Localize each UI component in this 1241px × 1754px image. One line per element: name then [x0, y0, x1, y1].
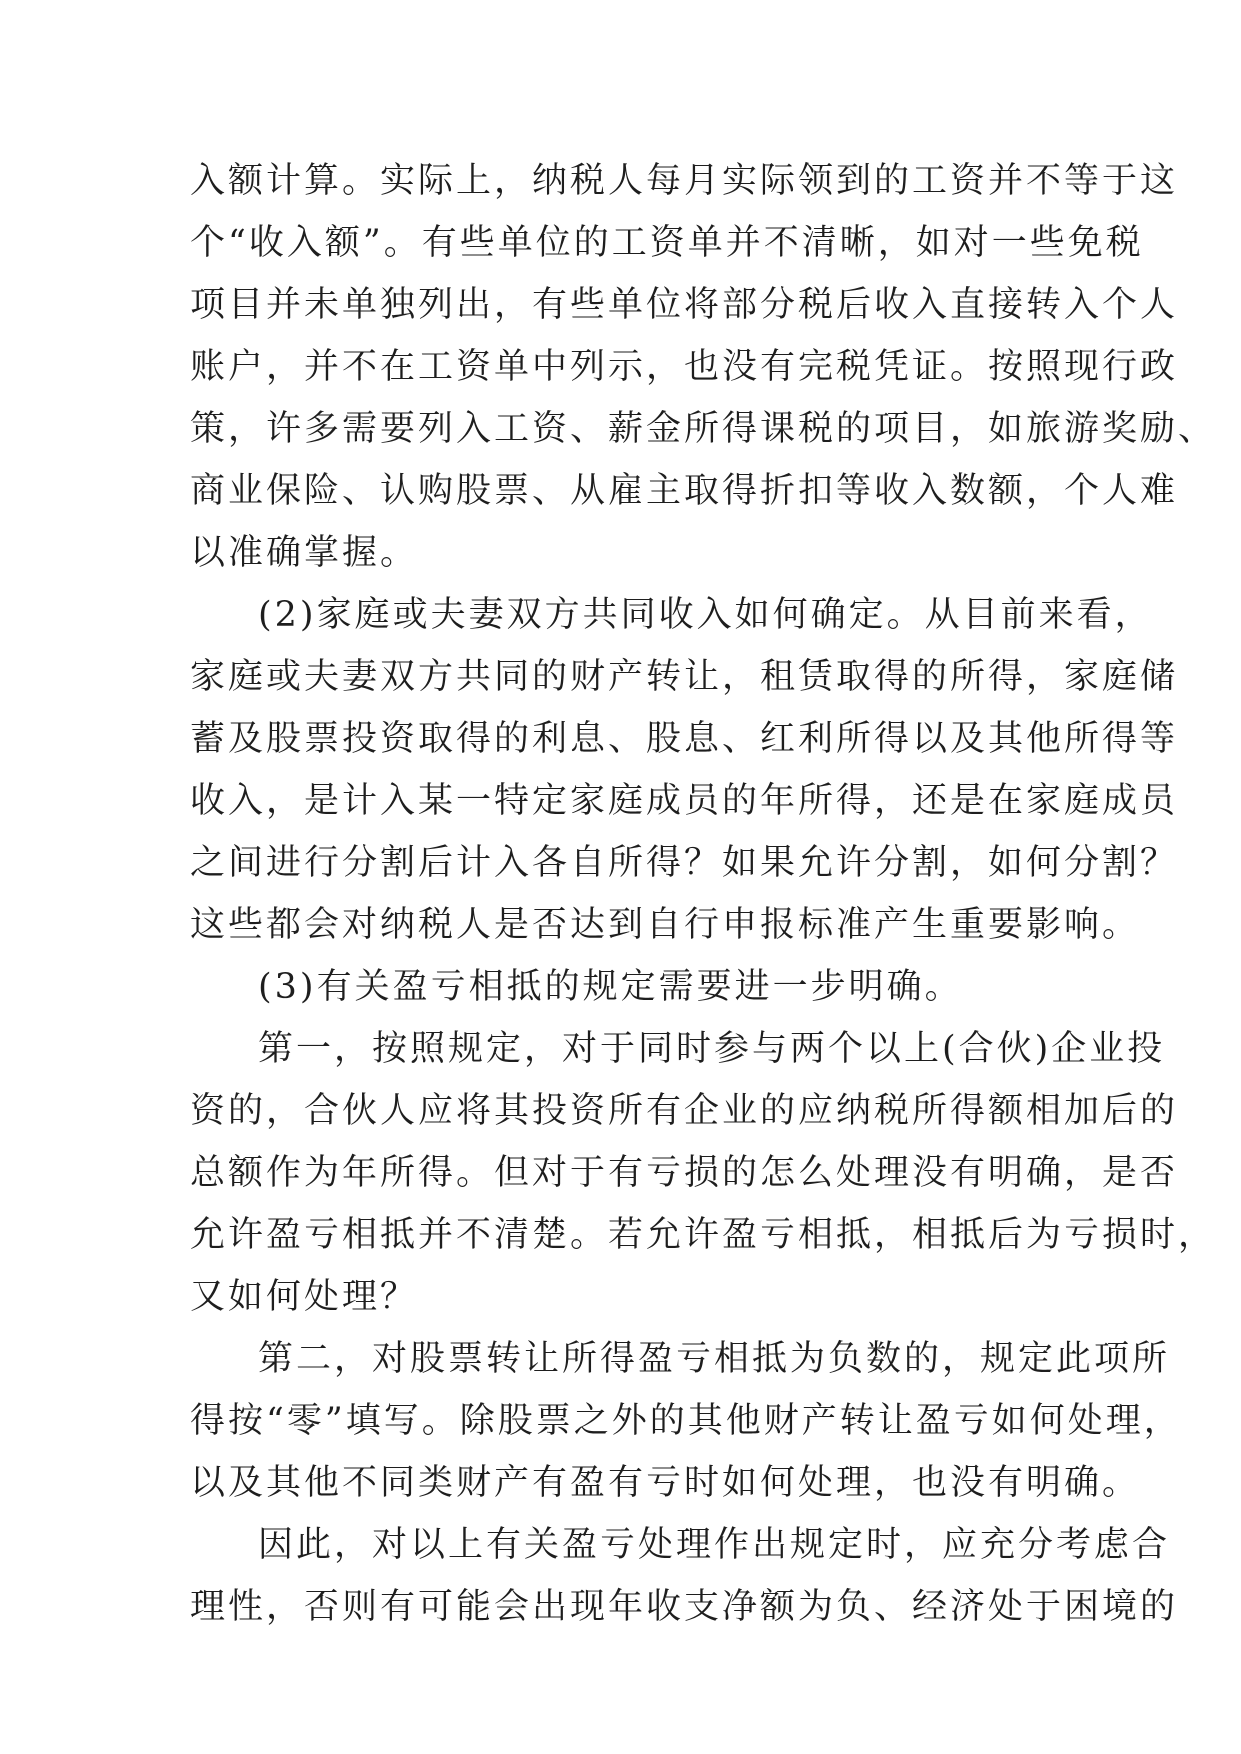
text-line-19: 又如何处理？	[190, 1277, 419, 1317]
text-line-22: 以及其他不同类财产有盈有亏时如何处理，也没有明确。	[190, 1463, 1141, 1503]
text-line-14: (3)有关盈亏相抵的规定需要进一步明确。	[258, 967, 963, 1007]
text-line-2: 个“收入额”。有些单位的工资单并不清晰，如对一些免税	[190, 223, 1144, 263]
text-line-17: 总额作为年所得。但对于有亏损的怎么处理没有明确，是否	[190, 1153, 1179, 1193]
text-line-10: 蓄及股票投资取得的利息、股息、红利所得以及其他所得等	[190, 719, 1179, 759]
text-line-6: 商业保险、认购股票、从雇主取得折扣等收入数额，个人难	[190, 471, 1179, 511]
text-line-12: 之间进行分割后计入各自所得？如果允许分割，如何分割？	[190, 843, 1179, 883]
text-line-9: 家庭或夫妻双方共同的财产转让，租赁取得的所得，家庭储	[190, 657, 1179, 697]
text-line-24: 理性，否则有可能会出现年收支净额为负、经济处于困境的	[190, 1587, 1179, 1627]
text-line-5: 策，许多需要列入工资、薪金所得课税的项目，如旅游奖励、	[190, 409, 1217, 449]
text-line-21: 得按“零”填写。除股票之外的其他财产转让盈亏如何处理，	[190, 1401, 1182, 1441]
text-line-1: 入额计算。实际上，纳税人每月实际领到的工资并不等于这	[190, 161, 1179, 201]
text-line-20: 第二，对股票转让所得盈亏相抵为负数的，规定此项所	[258, 1339, 1171, 1379]
text-line-3: 项目并未单独列出，有些单位将部分税后收入直接转入个人	[190, 285, 1179, 325]
text-line-23: 因此，对以上有关盈亏处理作出规定时，应充分考虑合	[258, 1525, 1171, 1565]
text-line-18: 允许盈亏相抵并不清楚。若允许盈亏相抵，相抵后为亏损时，	[190, 1215, 1217, 1255]
text-line-11: 收入，是计入某一特定家庭成员的年所得，还是在家庭成员	[190, 781, 1179, 821]
text-line-8: (2)家庭或夫妻双方共同收入如何确定。从目前来看，	[258, 595, 1153, 635]
text-line-13: 这些都会对纳税人是否达到自行申报标准产生重要影响。	[190, 905, 1141, 945]
text-line-4: 账户，并不在工资单中列示，也没有完税凭证。按照现行政	[190, 347, 1179, 387]
text-line-7: 以准确掌握。	[190, 533, 419, 573]
text-line-15: 第一，按照规定，对于同时参与两个以上(合伙)企业投	[258, 1029, 1166, 1069]
body-text	[190, 150, 1217, 1638]
text-line-16: 资的，合伙人应将其投资所有企业的应纳税所得额相加后的	[190, 1091, 1179, 1131]
